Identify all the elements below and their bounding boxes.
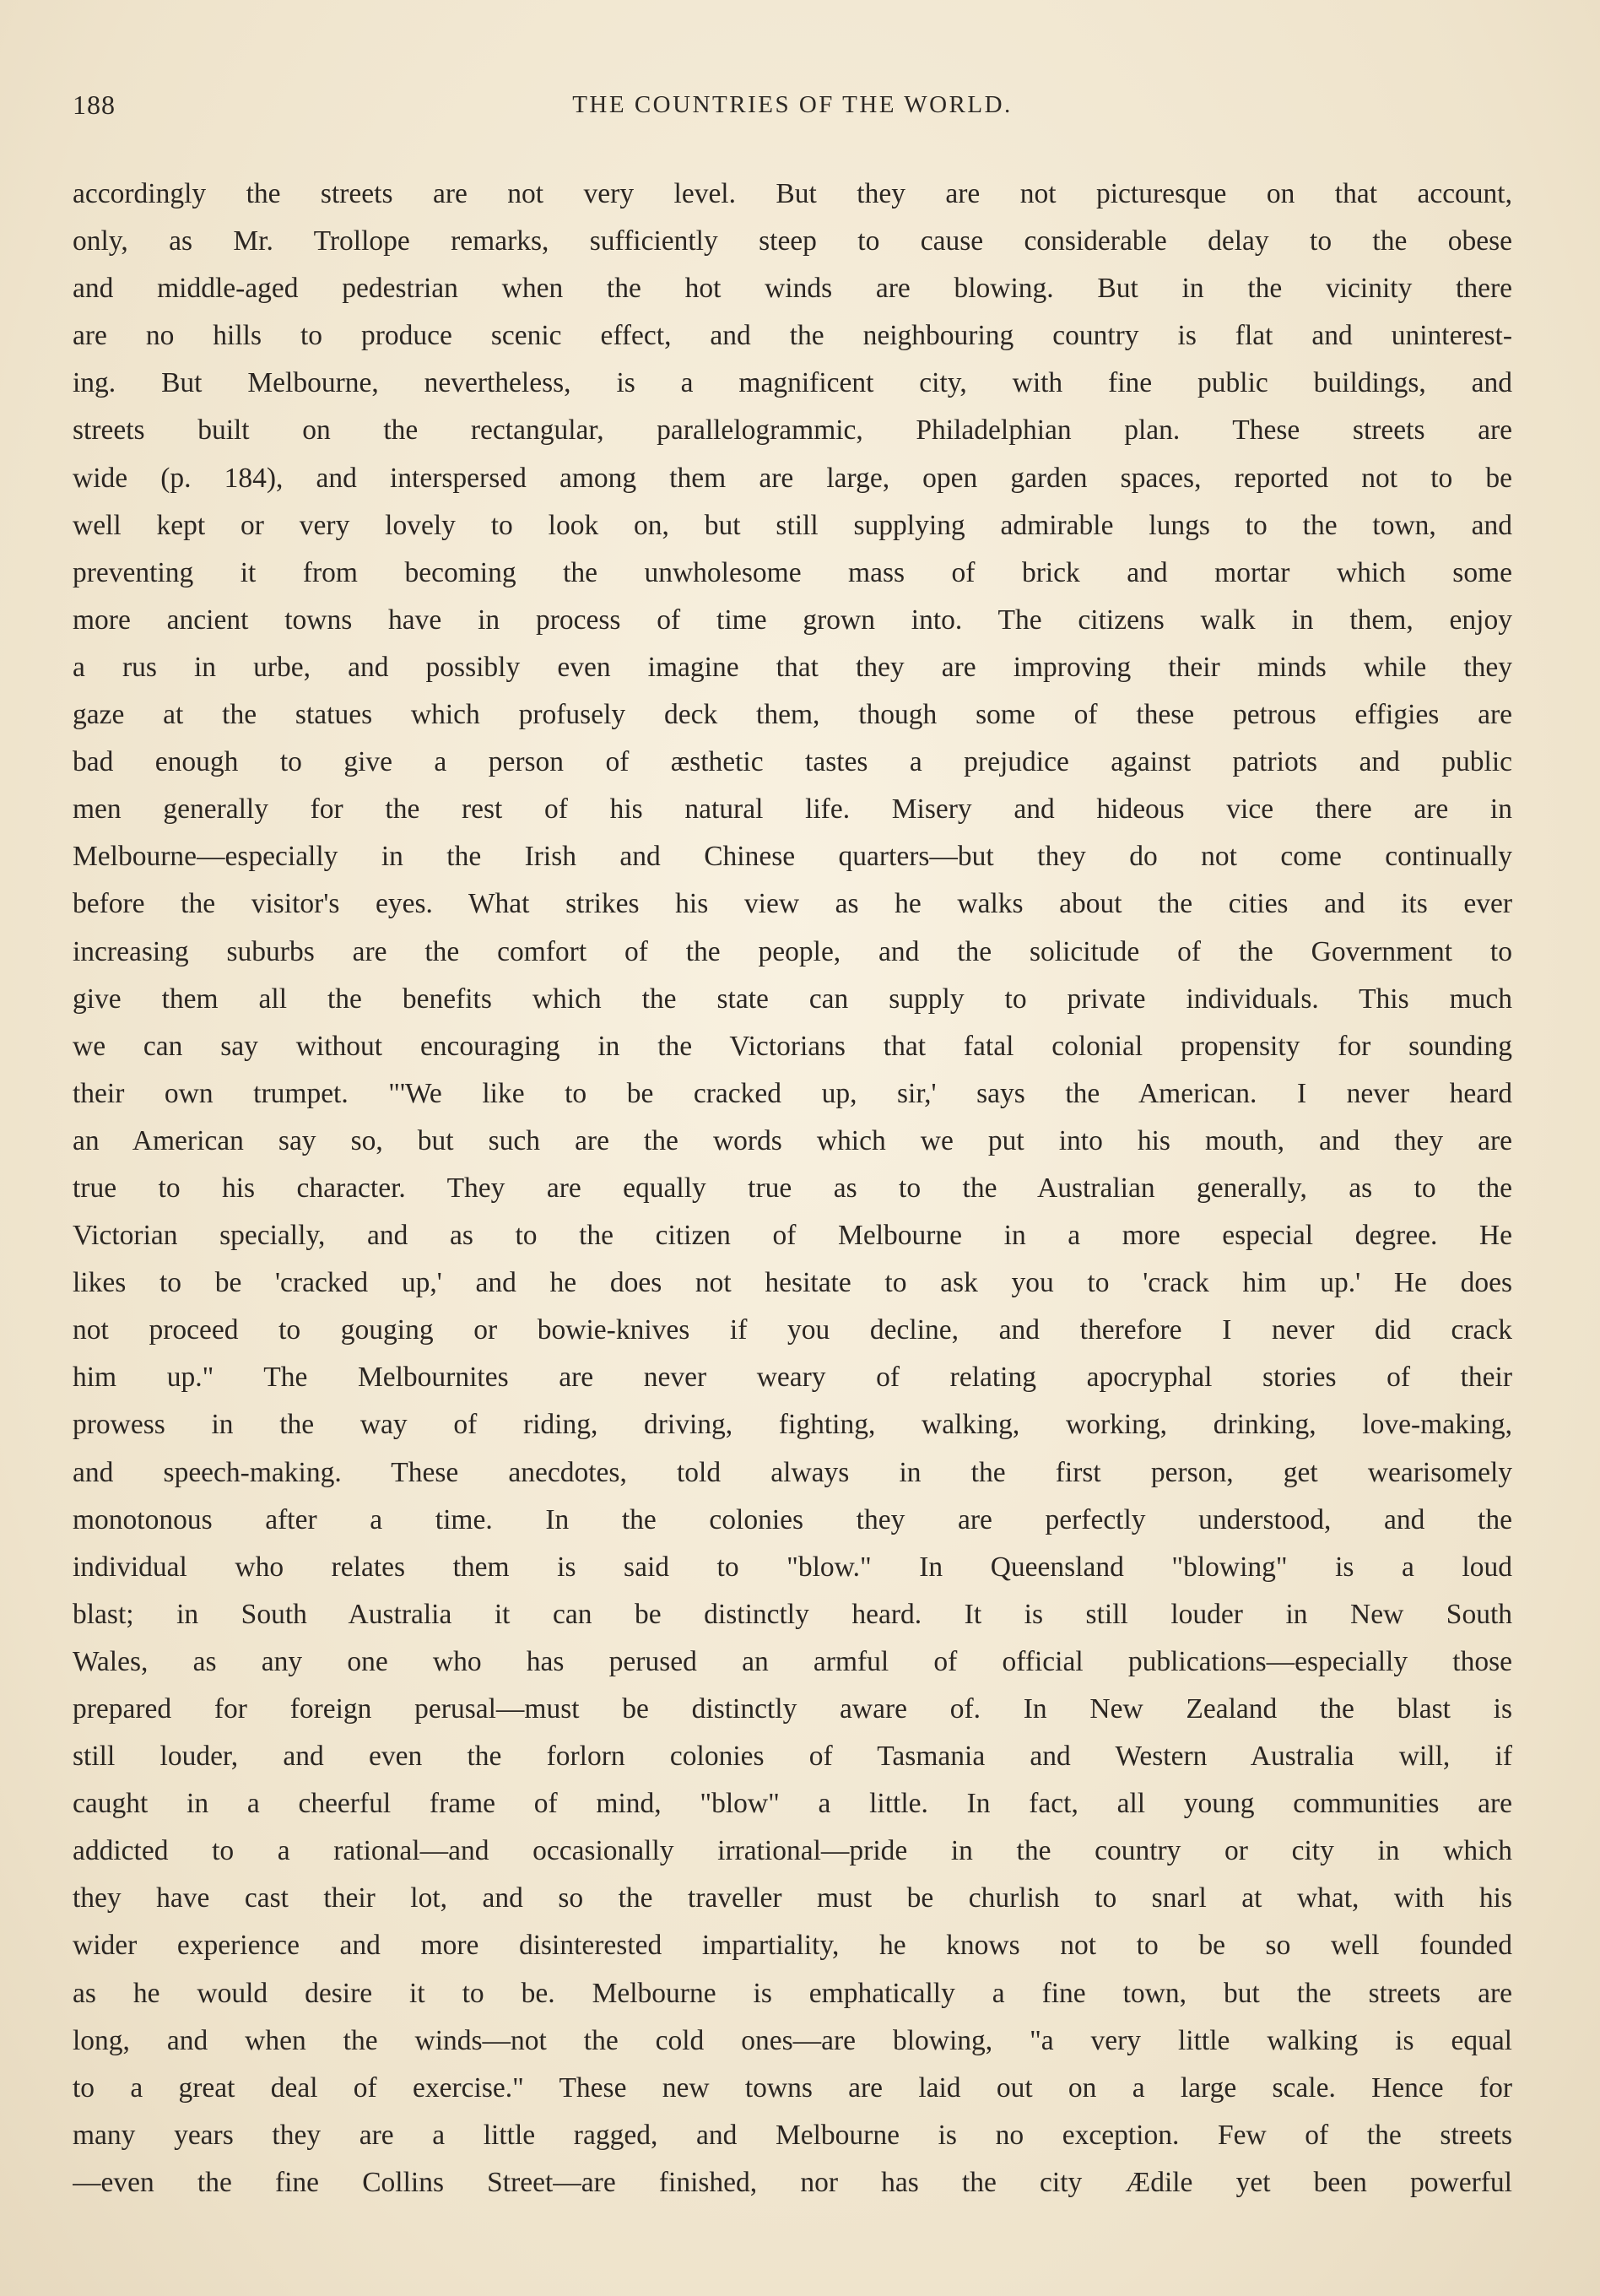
text-line: blast; in South Australia it can be distinctly heard. It is still louder in New South [73,1598,1512,1630]
text-line: wide (p. 184), and interspersed among them are large, open garden spaces, reported not to be [73,462,1512,494]
text-line: their own trumpet. "'We like to be cracked up, sir,' says the American. I never heard [73,1077,1512,1109]
text-line: Victorian specially, and as to the citizen of Melbourne in a more especial degree. He [73,1220,1512,1252]
text-line: give them all the benefits which the state can supply to private individuals. This much [73,983,1512,1015]
text-line: an American say so, but such are the words which we put into his mouth, and they are [73,1124,1512,1156]
text-line: long, and when the winds—not the cold ones—are blowing, "a very little walking is equal [73,2024,1512,2056]
text-line: true to his character. They are equally true as to the Australian generally, as to the [73,1172,1512,1204]
text-line: a rus in urbe, and possibly even imagine that they are improving their minds while they [73,651,1512,683]
text-line: we can say without encouraging in the Victorians that fatal colonial propensity for sounding [73,1030,1512,1062]
text-line: accordingly the streets are not very level. But they are not picturesque on that account, [73,178,1512,209]
text-line: ing. But Melbourne, nevertheless, is a magnificent city, with fine public buildings, and [73,367,1512,399]
text-line: wider experience and more disinterested impartiality, he knows not to be so well founded [73,1930,1512,1962]
text-line: individual who relates them is said to "blow." In Queensland "blowing" is a loud [73,1551,1512,1583]
text-line: increasing suburbs are the comfort of the people, and the solicitude of the Government to [73,935,1512,967]
text-line: him up." The Melbournites are never weary of relating apocryphal stories of their [73,1362,1512,1394]
text-line: caught in a cheerful frame of mind, "blow" a little. In fact, all young communities are [73,1788,1512,1820]
text-line: streets built on the rectangular, parallelogrammic, Philadelphian plan. These streets are [73,414,1512,447]
text-line: and middle-aged pedestrian when the hot winds are blowing. But in the vicinity there [73,273,1512,305]
text-line: as he would desire it to be. Melbourne is emphatically a fine town, but the streets are [73,1977,1512,2009]
text-line: gaze at the statues which profusely deck them, though some of these petrous effigies are [73,699,1512,731]
text-line: only, as Mr. Trollope remarks, sufficiently steep to cause considerable delay to the obese [73,225,1512,257]
text-line: —even the fine Collins Street—are finished, nor has the city Ædile yet been powerful [73,2166,1512,2198]
text-line: bad enough to give a person of æsthetic tastes a prejudice against patriots and public [73,746,1512,778]
text-line: not proceed to gouging or bowie-knives if you decline, and therefore I never did crack [73,1314,1512,1346]
text-line: Wales, as any one who has perused an armful of official publications—especially those [73,1645,1512,1677]
text-line: addicted to a rational—and occasionally irrational—pride in the country or city in which [73,1835,1512,1867]
text-line: before the visitor's eyes. What strikes his view as he walks about the cities and its ever [73,888,1512,920]
text-line: to a great deal of exercise." These new towns are laid out on a large scale. Hence for [73,2071,1512,2104]
text-line: they have cast their lot, and so the traveller must be churlish to snarl at what, with his [73,1882,1512,1914]
body-text [73,171,1512,2207]
text-line: many years they are a little ragged, and Melbourne is no exception. Few of the streets [73,2119,1512,2151]
text-line: well kept or very lovely to look on, but still supplying admirable lungs to the town, and [73,509,1512,541]
text-line: prepared for foreign perusal—must be distinctly aware of. In New Zealand the blast is [73,1693,1512,1725]
text-line: and speech-making. These anecdotes, told always in the first person, get wearisomely [73,1456,1512,1488]
text-line: still louder, and even the forlorn colonies of Tasmania and Western Australia will, if [73,1741,1512,1773]
text-line: Melbourne—especially in the Irish and Chinese quarters—but they do not come continually [73,841,1512,873]
text-line: prowess in the way of riding, driving, fighting, walking, working, drinking, love-making, [73,1409,1512,1441]
running-title: THE COUNTRIES OF THE WORLD. [572,91,1013,118]
text-line: preventing it from becoming the unwholesome mass of brick and mortar which some [73,556,1512,588]
text-line: men generally for the rest of his natural life. Misery and hideous vice there are in [73,793,1512,826]
page-header [73,89,1512,123]
page-number: 188 [73,89,116,120]
text-line: monotonous after a time. In the colonies they are perfectly understood, and the [73,1503,1512,1535]
text-line: more ancient towns have in process of time grown into. The citizens walk in them, enjoy [73,604,1512,636]
text-line: are no hills to produce scenic effect, and the neighbouring country is flat and uninterest- [73,320,1512,352]
text-line: likes to be 'cracked up,' and he does not hesitate to ask you to 'crack him up.' He does [73,1267,1512,1299]
